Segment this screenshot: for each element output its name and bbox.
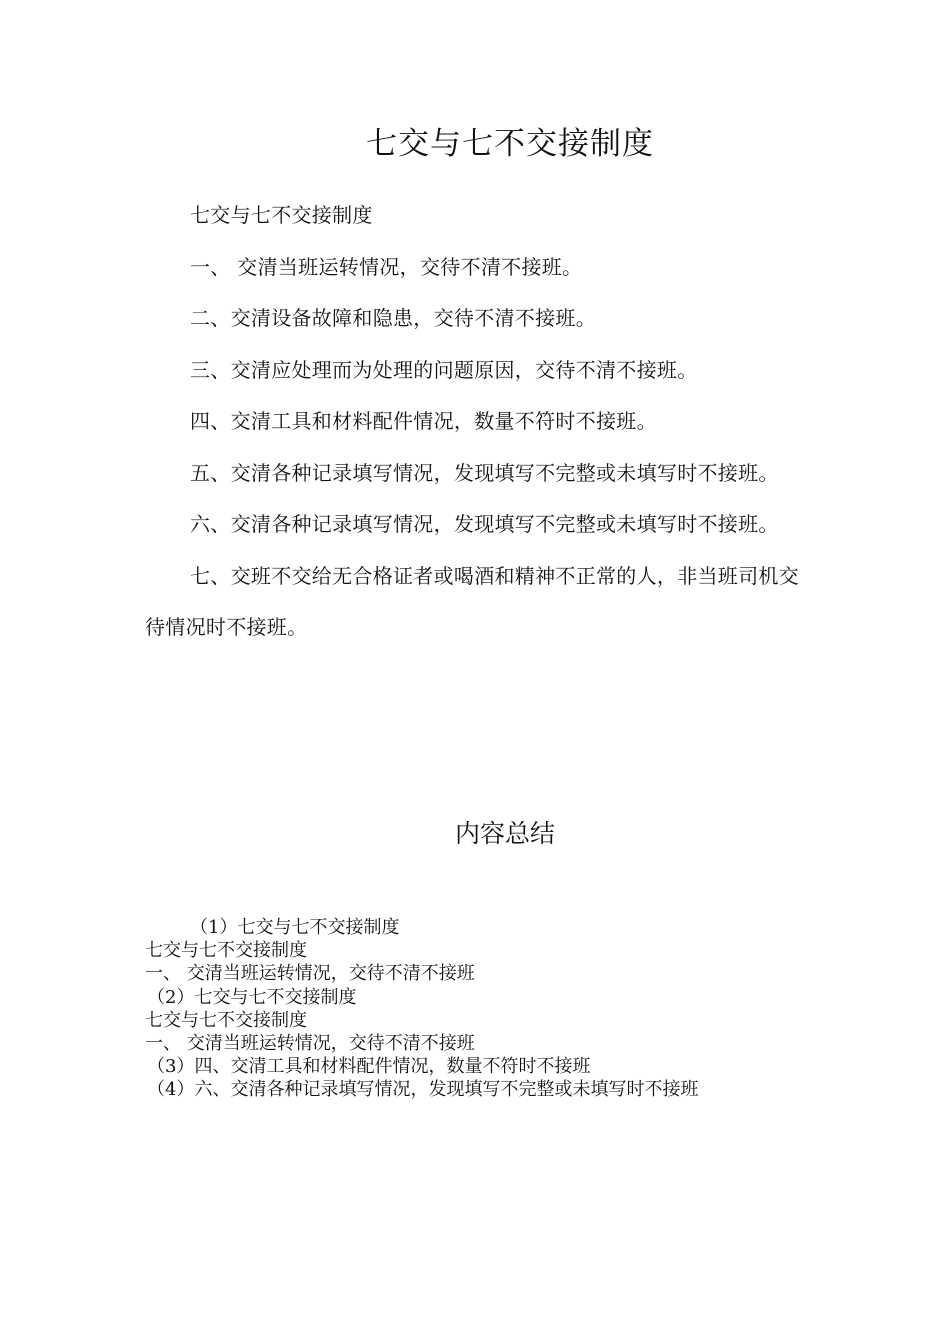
summary-list [145, 916, 845, 1102]
page-title: 七交与七不交接制度 [366, 126, 654, 162]
paragraph-item-7: 七、交班不交给无合格证者或喝酒和精神不正常的人，非当班司机交待情况时不接班。 [145, 563, 799, 639]
paragraph-item-6: 六、交清各种记录填写情况，发现填写不完整或未填写时不接班。 [190, 512, 779, 536]
paragraph-item-4: 四、交清工具和材料配件情况，数量不符时不接班。 [190, 409, 657, 433]
summary-line: （4）六、交清各种记录填写情况，发现填写不完整或未填写时不接班 [147, 1079, 699, 1101]
summary-line: 一、 交清当班运转情况，交待不清不接班 [145, 1033, 475, 1055]
paragraph-item-3: 三、交清应处理而为处理的问题原因，交待不清不接班。 [190, 357, 698, 382]
summary-line: 一、 交清当班运转情况，交待不清不接班 [145, 963, 475, 985]
summary-title: 内容总结 [454, 819, 555, 848]
paragraph-item-2: 二、交清设备故障和隐患，交待不清不接班。 [190, 306, 596, 330]
summary-line: 七交与七不交接制度 [145, 940, 307, 962]
summary-line: （3）四、交清工具和材料配件情况，数量不符时不接班 [147, 1056, 591, 1078]
summary-line: （2）七交与七不交接制度 [147, 986, 357, 1008]
paragraph-item-1: 一、 交清当班运转情况，交待不清不接班。 [190, 254, 583, 279]
document-body [145, 190, 805, 654]
paragraph-item-5: 五、交清各种记录填写情况，发现填写不完整或未填写时不接班。 [190, 460, 779, 485]
summary-line: （1）七交与七不交接制度 [190, 917, 400, 938]
paragraph-heading: 七交与七不交接制度 [190, 203, 373, 227]
summary-line: 七交与七不交接制度 [145, 1009, 307, 1031]
